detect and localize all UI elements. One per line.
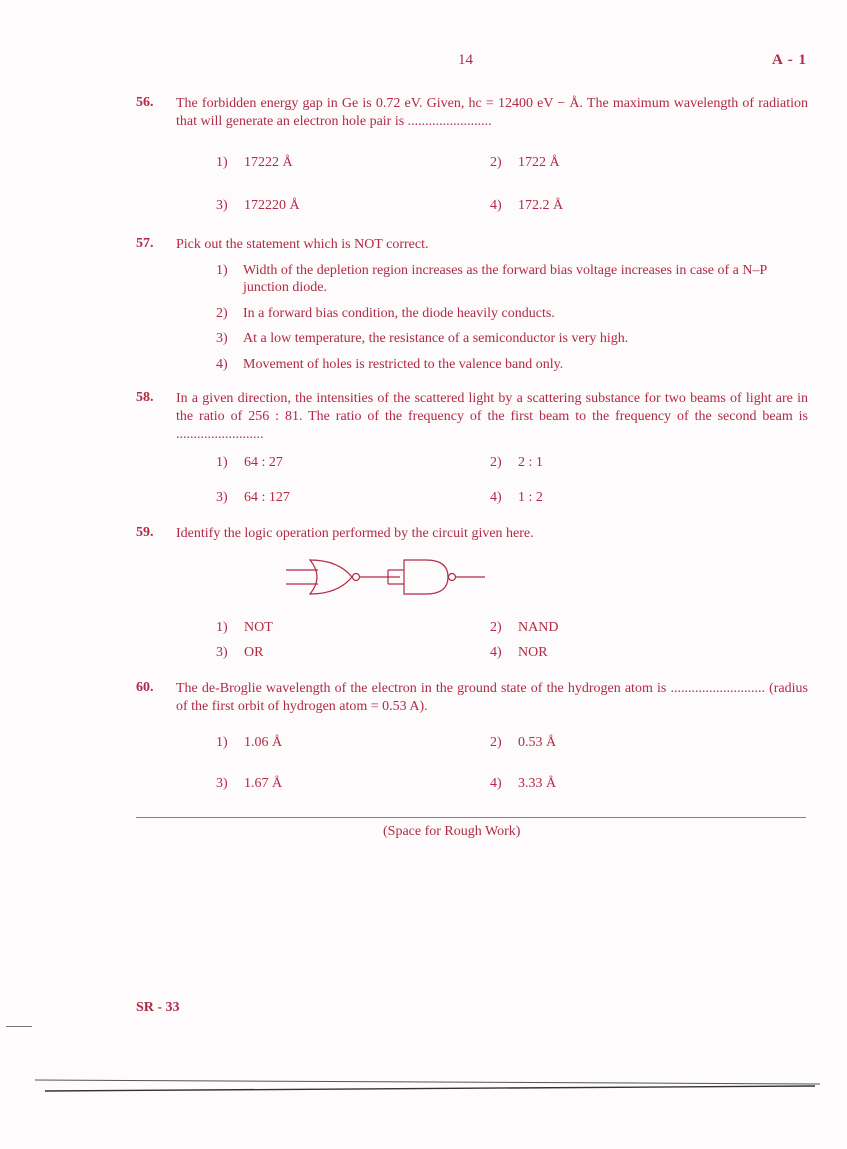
option-text: In a forward bias condition, the diode heavily conducts. — [243, 306, 555, 321]
nor-gate-body — [310, 560, 352, 594]
question-number: 56. — [136, 95, 154, 110]
question-number: 60. — [136, 680, 154, 695]
question-text: Identify the logic operation performed by the circuit given here. — [176, 526, 534, 541]
option-number: 2) — [490, 620, 502, 635]
option — [216, 198, 300, 214]
option — [490, 198, 563, 214]
option-number: 4) — [490, 645, 502, 660]
question-number: 57. — [136, 236, 154, 251]
inversion-bubble — [353, 574, 360, 581]
option-text: NOR — [518, 645, 548, 660]
logic-circuit-diagram — [280, 552, 490, 602]
option-number: 2) — [490, 155, 502, 170]
option-number: 1) — [216, 735, 228, 750]
option-text: At a low temperature, the resistance of a semiconductor is very high. — [243, 331, 629, 346]
option — [216, 455, 283, 471]
option — [216, 330, 808, 347]
option-text: 2 : 1 — [518, 455, 543, 470]
question-text: In a given direction, the intensities of the scattered light by a scattering substance for two beams of light are in the ratio of 256 : 81. The ratio of the frequency of the first beam to the frequency of the second beam is ......................... — [176, 391, 808, 442]
option-text: NAND — [518, 620, 559, 635]
option — [216, 620, 273, 636]
rough-work-label: (Space for Rough Work) — [383, 824, 521, 839]
nand-gate-body — [404, 560, 448, 594]
option-number: 4) — [490, 776, 502, 791]
option-number: 3) — [216, 198, 228, 213]
option-text: 172220 Å — [244, 198, 300, 213]
option-number: 4) — [490, 198, 502, 213]
option — [216, 776, 282, 792]
section-divider — [136, 817, 806, 818]
option-number: 3) — [216, 331, 228, 346]
option — [216, 356, 808, 373]
page-number: 14 — [458, 52, 473, 68]
option-number: 1) — [216, 263, 228, 278]
option-text: 1.67 Å — [244, 776, 283, 791]
paper-code: A - 1 — [772, 52, 807, 68]
page-edge-lines — [30, 1074, 830, 1104]
option — [216, 262, 808, 296]
option-text: 1.06 Å — [244, 735, 283, 750]
question-text: The de-Broglie wavelength of the electron in the ground state of the hydrogen atom is ........................... (radius of the first orbit of hydrogen atom = 0.53 A). — [176, 681, 808, 714]
question-text: Pick out the statement which is NOT correct. — [176, 237, 429, 252]
option-text: 1722 Å — [518, 155, 560, 170]
inversion-bubble — [449, 574, 456, 581]
option-number: 3) — [216, 776, 228, 791]
footer-code: SR - 33 — [136, 1000, 180, 1015]
option-number: 2) — [216, 306, 228, 321]
option-number: 4) — [490, 490, 502, 505]
option-text: Movement of holes is restricted to the valence band only. — [243, 357, 564, 372]
option — [490, 490, 543, 506]
option — [490, 735, 556, 751]
option-text: 172.2 Å — [518, 198, 564, 213]
option — [490, 776, 556, 792]
option-text: 17222 Å — [244, 155, 293, 170]
edge-line — [45, 1086, 815, 1091]
option-text: 64 : 27 — [244, 455, 283, 470]
option-text: OR — [244, 645, 264, 660]
option-text: Width of the depletion region increases as the forward bias voltage increases in case of a N–P junction diode. — [243, 263, 767, 295]
option — [216, 155, 293, 171]
question-text: The forbidden energy gap in Ge is 0.72 eV. Given, hc = 12400 eV − Å. The maximum wavelength of radiation that will generate an electron hole pair is ........................ — [176, 96, 808, 129]
option — [216, 735, 282, 751]
option-number: 3) — [216, 490, 228, 505]
option — [490, 620, 558, 636]
option — [216, 645, 263, 661]
option-number: 1) — [216, 455, 228, 470]
option-text: 3.33 Å — [518, 776, 557, 791]
margin-mark — [6, 1026, 32, 1027]
option — [490, 155, 560, 171]
option-number: 2) — [490, 455, 502, 470]
option-text: 1 : 2 — [518, 490, 543, 505]
option-number: 1) — [216, 620, 228, 635]
option-number: 4) — [216, 357, 228, 372]
question-number: 58. — [136, 390, 154, 405]
option-number: 1) — [216, 155, 228, 170]
option — [490, 645, 548, 661]
option — [216, 490, 290, 506]
option-text: 64 : 127 — [244, 490, 290, 505]
option-text: 0.53 Å — [518, 735, 557, 750]
question-number: 59. — [136, 525, 154, 540]
option-number: 3) — [216, 645, 228, 660]
option-number: 2) — [490, 735, 502, 750]
option — [490, 455, 543, 471]
edge-line — [35, 1080, 820, 1084]
option-text: NOT — [244, 620, 273, 635]
option — [216, 305, 808, 322]
